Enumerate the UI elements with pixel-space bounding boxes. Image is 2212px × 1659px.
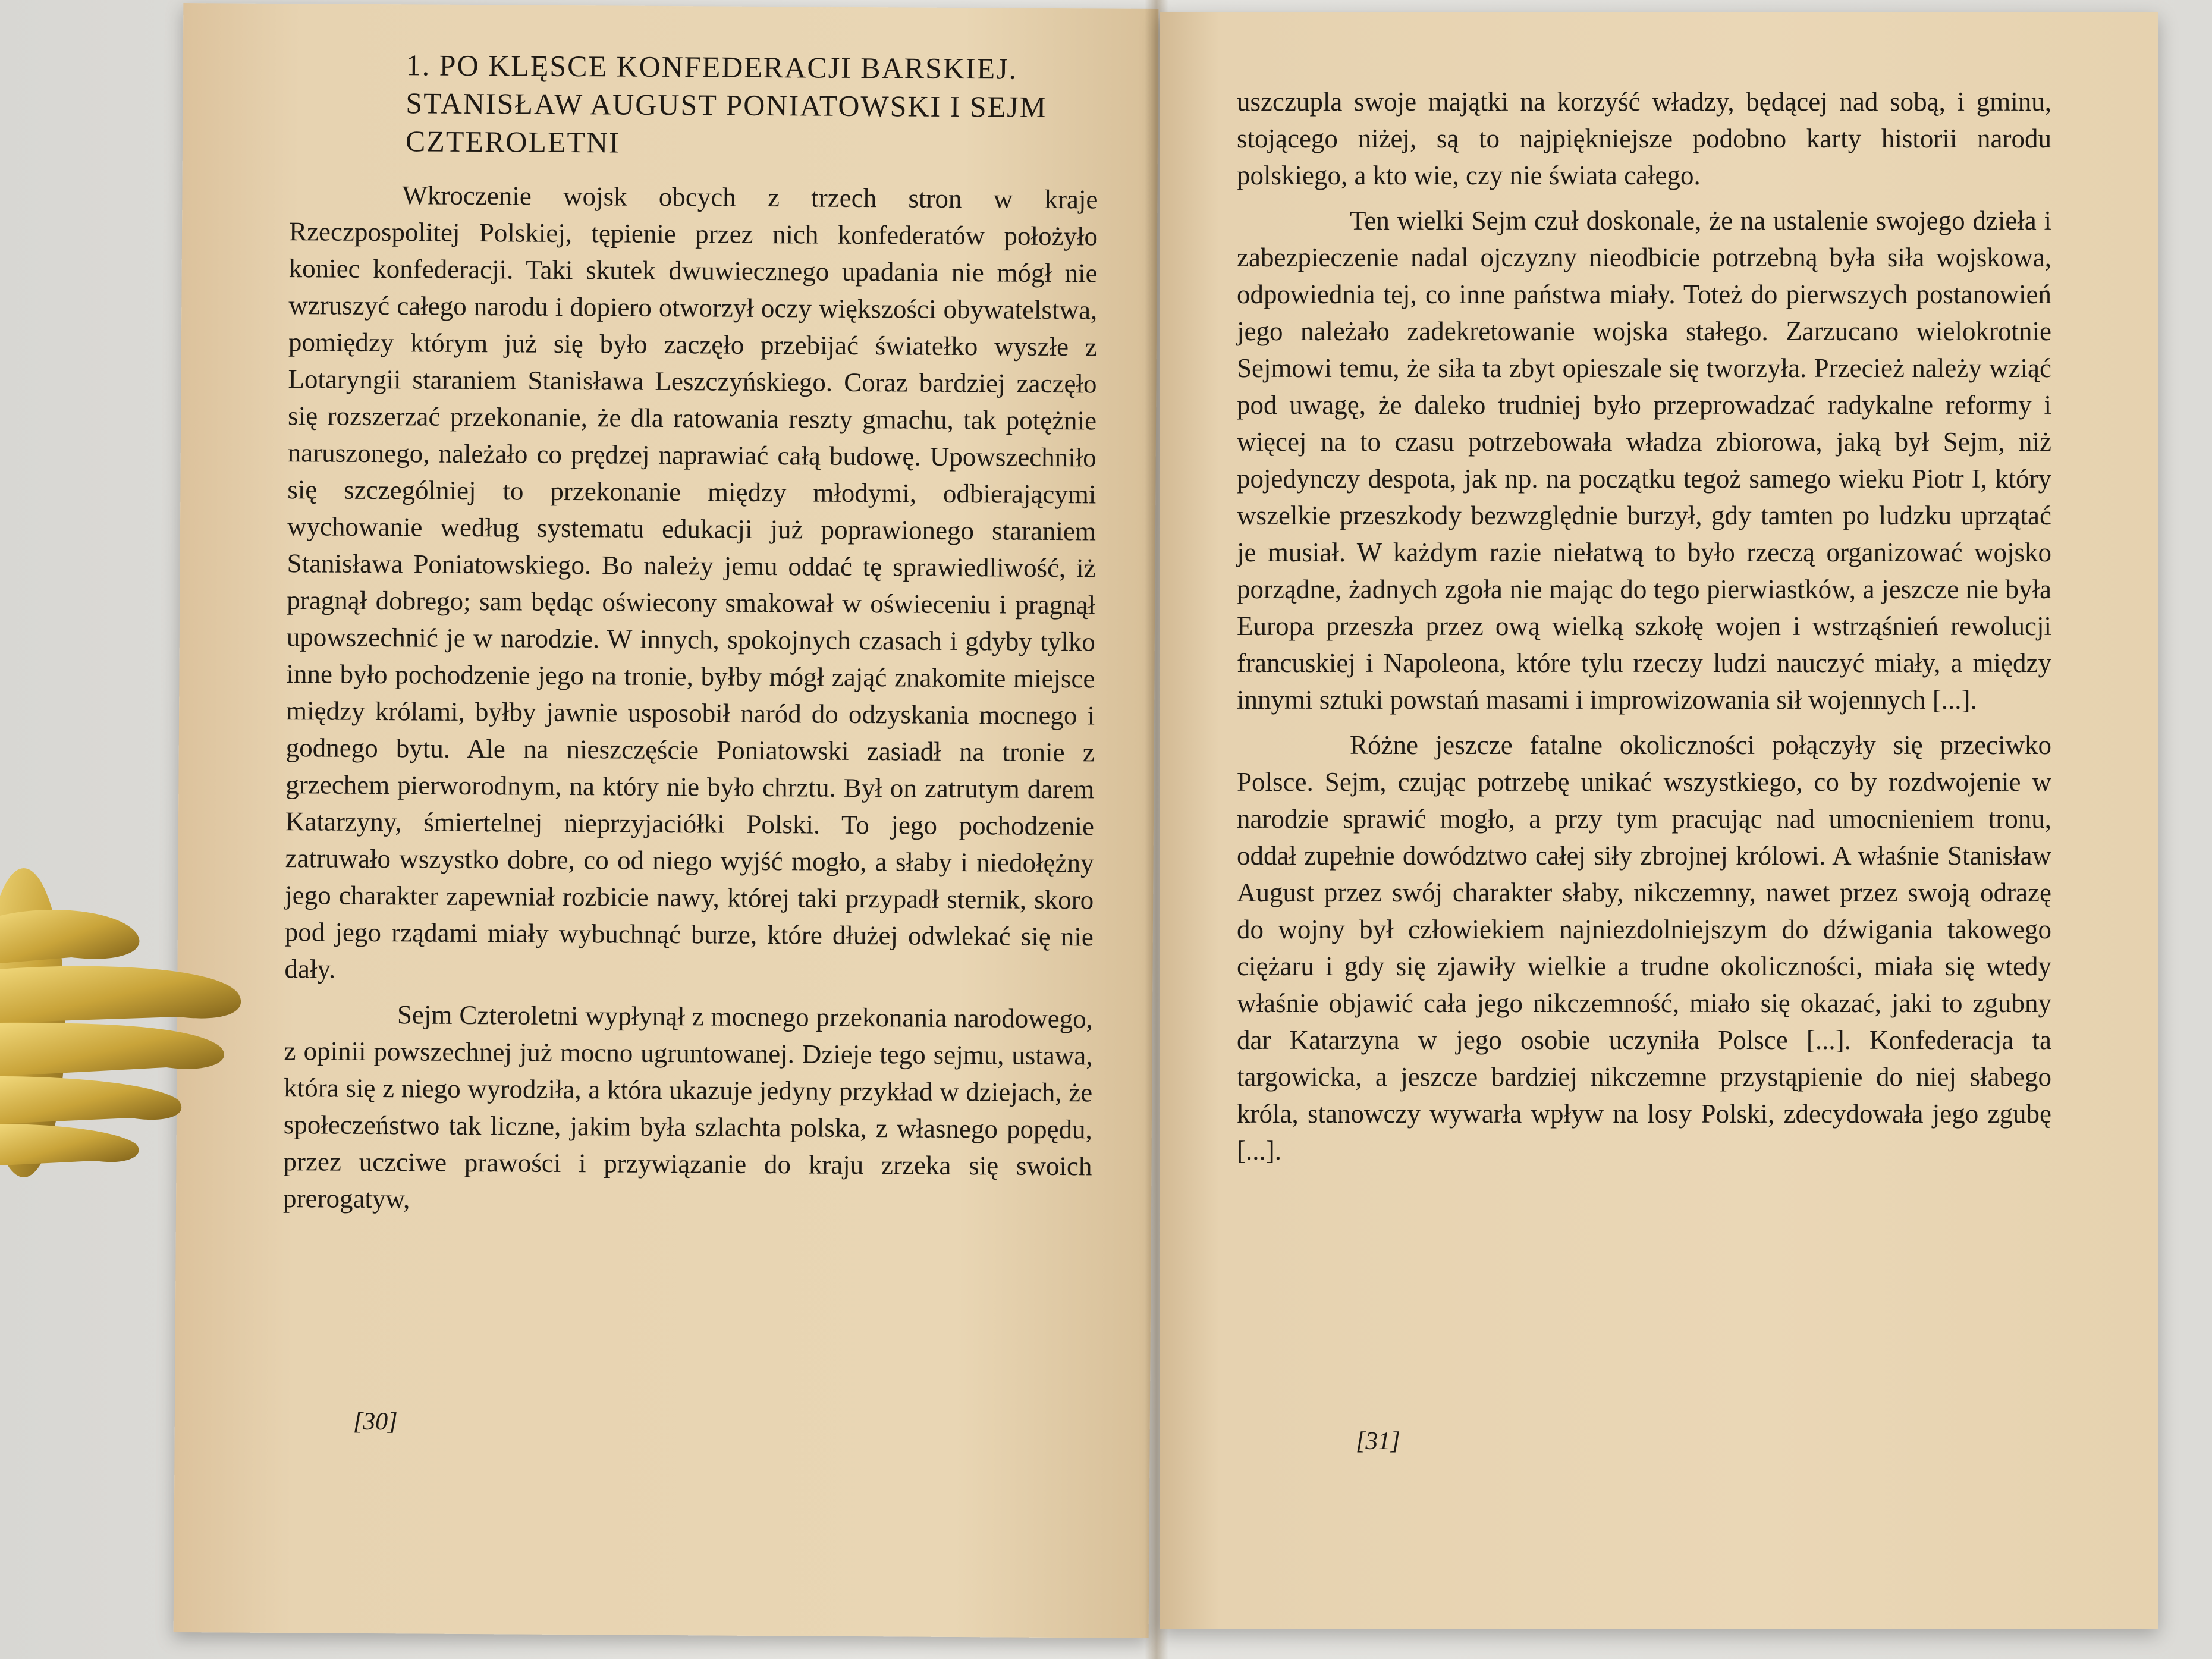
page-number-right: [31] [1356, 1428, 1400, 1455]
right-paragraph-3: Różne jeszcze fatalne okoliczności połączyły się przeciwko Polsce. Sejm, czując potrzebę unikać wszystkiego, co by rozdwojenie w narodzie sprawić mogło, a przy tym pracując nad umocnieniem tronu, oddał zupełnie dowództwo całej siły zbrojnej królowi. A właśnie Stanisław August przez swój charakter słaby, nikczemny, nawet przez swoją odrazę do wojny był człowiekiem najniezdolniejszym do dźwigania takowego ciężaru i gdy się zjawiły wielkie a trudne okoliczności, miała się wtedy właśnie objawić cała jego nikczemność, miało się okazać, jaki to zgubny dar Katarzyna w jego osobie uczyniła Polsce [...]. Konfederacja ta targowicka, a jeszcze bardziej nikczemne przystąpienie do niej słabego króla, stanowczy wywarła wpływ na losy Polski, zdecydowała jego zgubę [...]. [1237, 730, 2051, 1165]
right-paragraph-1: uszczupla swoje majątki na korzyść władzy, będącej nad sobą, i gminu, stojącego niżej, są to najpiękniejsze podobno karty historii narodu polskiego, a kto wie, czy nie świata całego. [1237, 87, 2051, 190]
left-paragraph-1: Wkroczenie wojsk obcych z trzech stron w kraje Rzeczpospolitej Polskiej, tępienie przez nich konfederatów położyło koniec konfederacji. Taki skutek dwuwiecznego upadania nie mógł nie wzruszyć całego narodu i dopiero otworzył oczy większości obywatelstwa, pomiędzy którym już się było zaczęło przebijać światełko wyszłe z Lotaryngii staraniem Stanisława Leszczyńskiego. Coraz bardziej zaczęło się rozszerzać przekonanie, że dla ratowania reszty gmachu, tak potężnie naruszonego, należało co prędzej naprawiać całą budowę. Upowszechniło się szczególniej to przekonanie między młodymi, odbierającymi wychowanie według systematu edukacji już poprawionego staraniem Stanisława Poniatowskiego. Bo należy jemu oddać tę sprawiedliwość, iż pragnął dobrego; sam będąc oświecony smakował w oświeceniu i pragnął upowszechnić je w narodzie. W innych, spokojnych czasach i gdyby tylko inne było pochodzenie jego na tronie, byłby mógł zająć znakomite miejsce między królami, byłby jawnie usposobił naród do odzyskania mocnego i godnego bytu. Ale na nieszczęście Poniatowski zasiadł na tronie z grzechem pierworodnym, na który nie było chrztu. Był on zatrutym darem Katarzyny, śmiertelnej nieprzyjaciółki Polski. To jego pochodzenie zatruwało wszystko dobre, co od niego wyjść mogło, a słaby i niedołężny jego charakter zapewniał rozbicie nawy, której taki przypadł sternik, skoro pod jego rządami miały wybuchnąć burze, które dłużej odwlekać się nie dały. [284, 180, 1098, 984]
chapter-heading: 1. PO KLĘSCE KONFEDERACJI BARSKIEJ. STANISŁAW AUGUST PONIATOWSKI I SEJM CZTEROLETNI [405, 48, 1048, 159]
right-page [1160, 12, 2158, 1629]
brass-hand-page-holder-icon [0, 844, 262, 1177]
right-paragraph-2: Ten wielki Sejm czuł doskonale, że na ustalenie swojego dzieła i zabezpieczenie nadal ojczyzny nieodbicie potrzebną była siła wojskowa, odpowiednia tej, co inne państwa miały. Toteż do pierwszych postanowień jego należało zadekretowanie wojska stałego. Zarzucano wielokrotnie Sejmowi temu, że siła ta zbyt opieszale się tworzyła. Przecież należy wziąć pod uwagę, że daleko trudniej było przeprowadzać radykalne reformy i więcej na to czasu potrzebowała władza zbiorowa, jaką był Sejm, niż pojedynczy despota, jak np. na początku tegoż samego wieku Piotr I, który wszelkie przeszkody bezwzględnie burzył, gdy tamten po ludzku uprzątać je musiał. W każdym razie niełatwą to było rzeczą organizować wojsko porządne, żadnych zgoła nie mając do tego pierwiastków, a jeszcze nie była Europa przeszła przez ową wielką szkołę wojen i wstrząśnień rewolucji francuskiej i Napoleona, które tylu rzeczy ludzi nauczyć miały, a między innymi sztuki powstań masami i improwizowania sił wojennych [...]. [1237, 206, 2051, 715]
page-number-left: [30] [353, 1407, 398, 1436]
right-page-text [1237, 83, 2051, 1169]
left-page-text [283, 176, 1098, 1221]
left-paragraph-2: Sejm Czteroletni wypłynął z mocnego przekonania narodowego, z opinii powszechnej już mocno ugruntowanej. Dzieje tego sejmu, ustawa, która się z niego wyrodziła, a która ukazuje jedyny przykład w dziejach, że społeczeństwo tak liczne, jakim była szlachta polska, z własnego popędu, przez uczciwe prawości i przywiązanie do kraju zrzeka się swoich prerogatyw, [282, 1000, 1094, 1214]
left-page [174, 3, 1159, 1638]
